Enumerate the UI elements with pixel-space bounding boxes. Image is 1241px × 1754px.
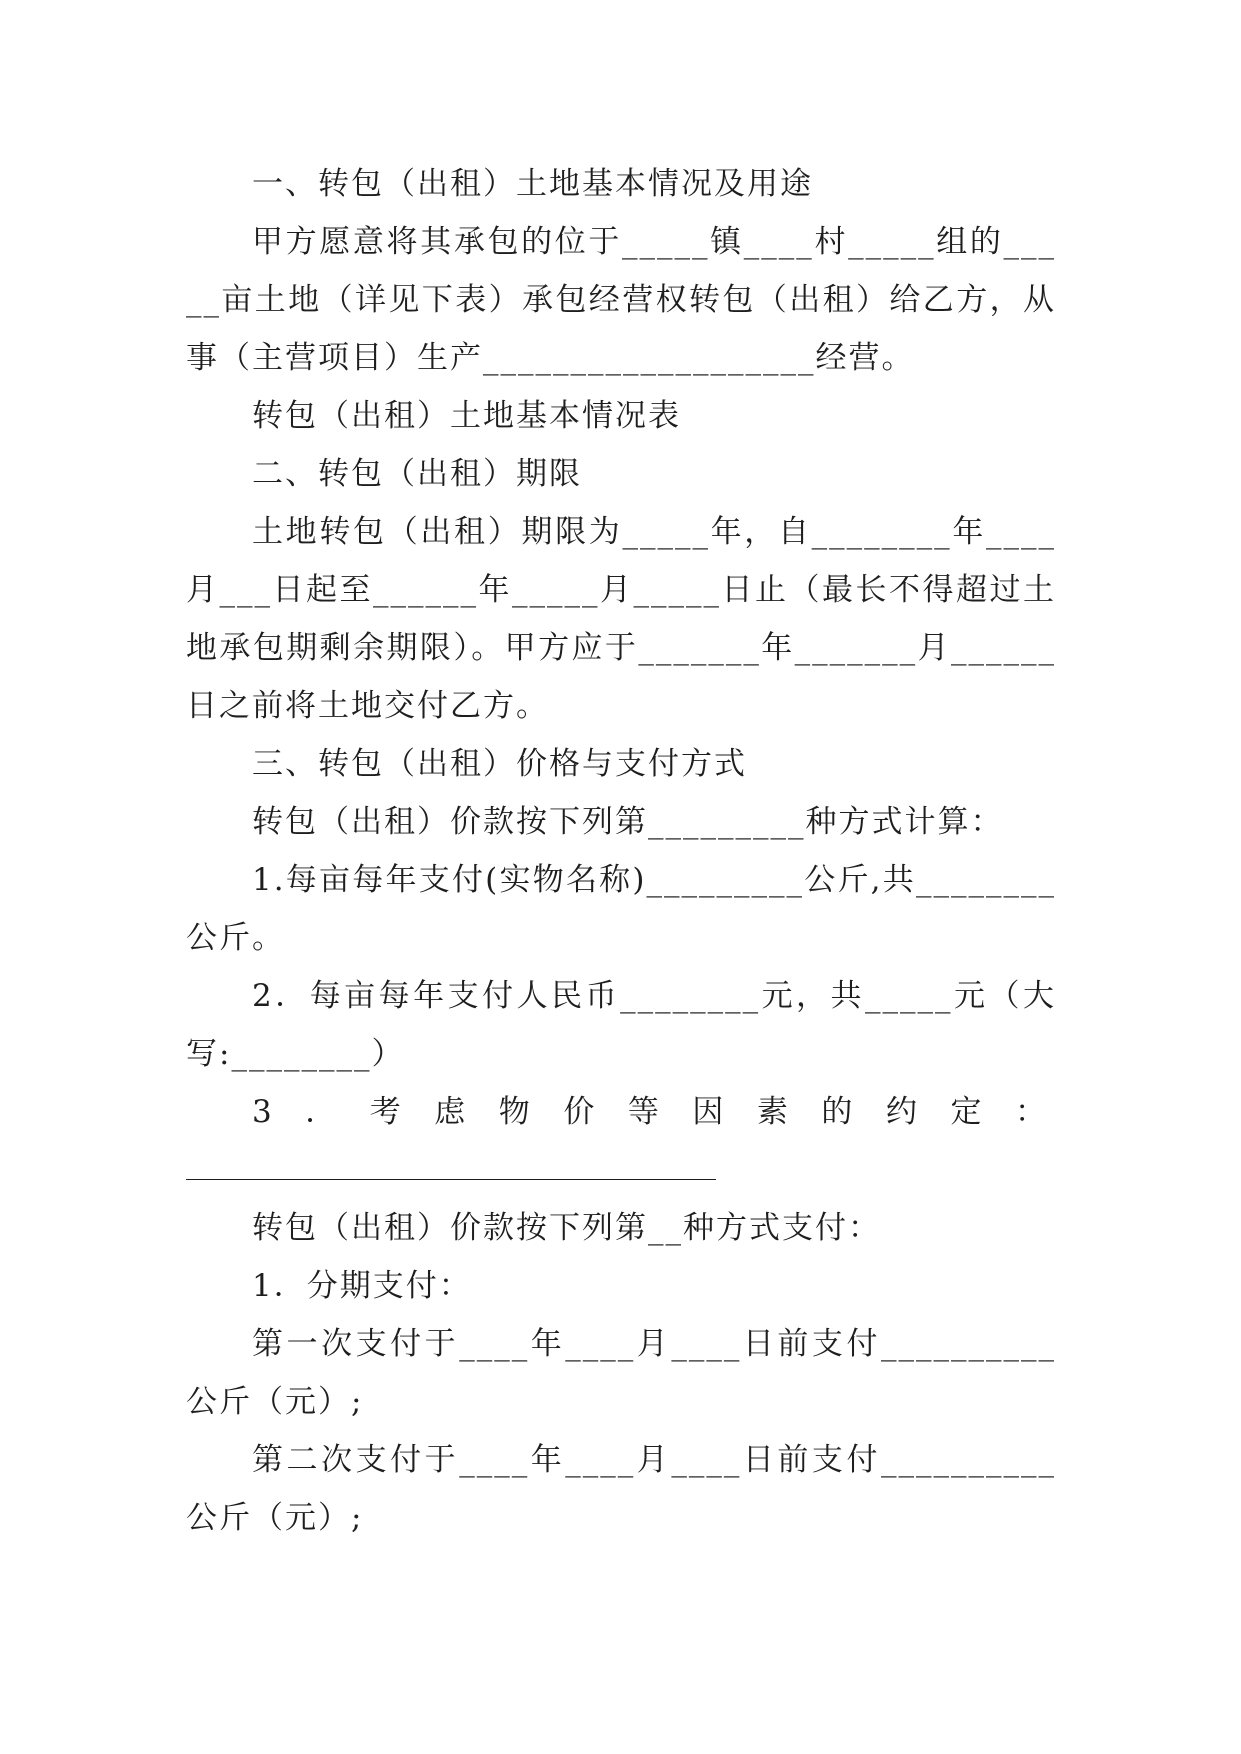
paragraph-price-method: 转包（出租）价款按下列第_________种方式计算： bbox=[252, 804, 1004, 840]
paragraph-second-payment: 第二次支付于____年____月____日前支付__________公斤（元）; bbox=[186, 1442, 1056, 1536]
section-heading-3: 三、转包（出租）价格与支付方式 bbox=[252, 746, 747, 782]
contract-body bbox=[186, 155, 1056, 1547]
paragraph-price-option-3: 3．考虑物价等因素的约定： bbox=[252, 1094, 1056, 1130]
blank-fill-line bbox=[186, 1141, 1056, 1199]
section-heading-2: 二、转包（出租）期限 bbox=[252, 456, 582, 492]
paragraph-first-payment: 第一次支付于____年____月____日前支付__________公斤（元）; bbox=[186, 1326, 1056, 1420]
paragraph-installment: 1．分期支付： bbox=[252, 1268, 472, 1304]
paragraph-lease-term: 土地转包（出租）期限为_____年，自________年____月___日起至______年_____月_____日止（最长不得超过土地承包期剩余期限）。甲方应于_______年_______月______日之前将土地交付乙方。 bbox=[186, 514, 1056, 724]
paragraph-price-option-1: 1.每亩每年支付(实物名称)_________公斤,共________公斤。 bbox=[186, 862, 1056, 956]
underline-blank bbox=[186, 1149, 716, 1180]
paragraph-price-option-2: 2．每亩每年支付人民币________元，共_____元（大写:________） bbox=[186, 978, 1056, 1072]
paragraph-payment-method: 转包（出租）价款按下列第__种方式支付： bbox=[252, 1210, 881, 1246]
section-heading-1: 一、转包（出租）土地基本情况及用途 bbox=[252, 166, 813, 202]
paragraph-land-location: 甲方愿意将其承包的位于_____镇____村_____组的_____亩土地（详见下表）承包经营权转包（出租）给乙方，从事（主营项目）生产___________________经营。 bbox=[186, 224, 1056, 376]
table-caption: 转包（出租）土地基本情况表 bbox=[252, 398, 681, 434]
